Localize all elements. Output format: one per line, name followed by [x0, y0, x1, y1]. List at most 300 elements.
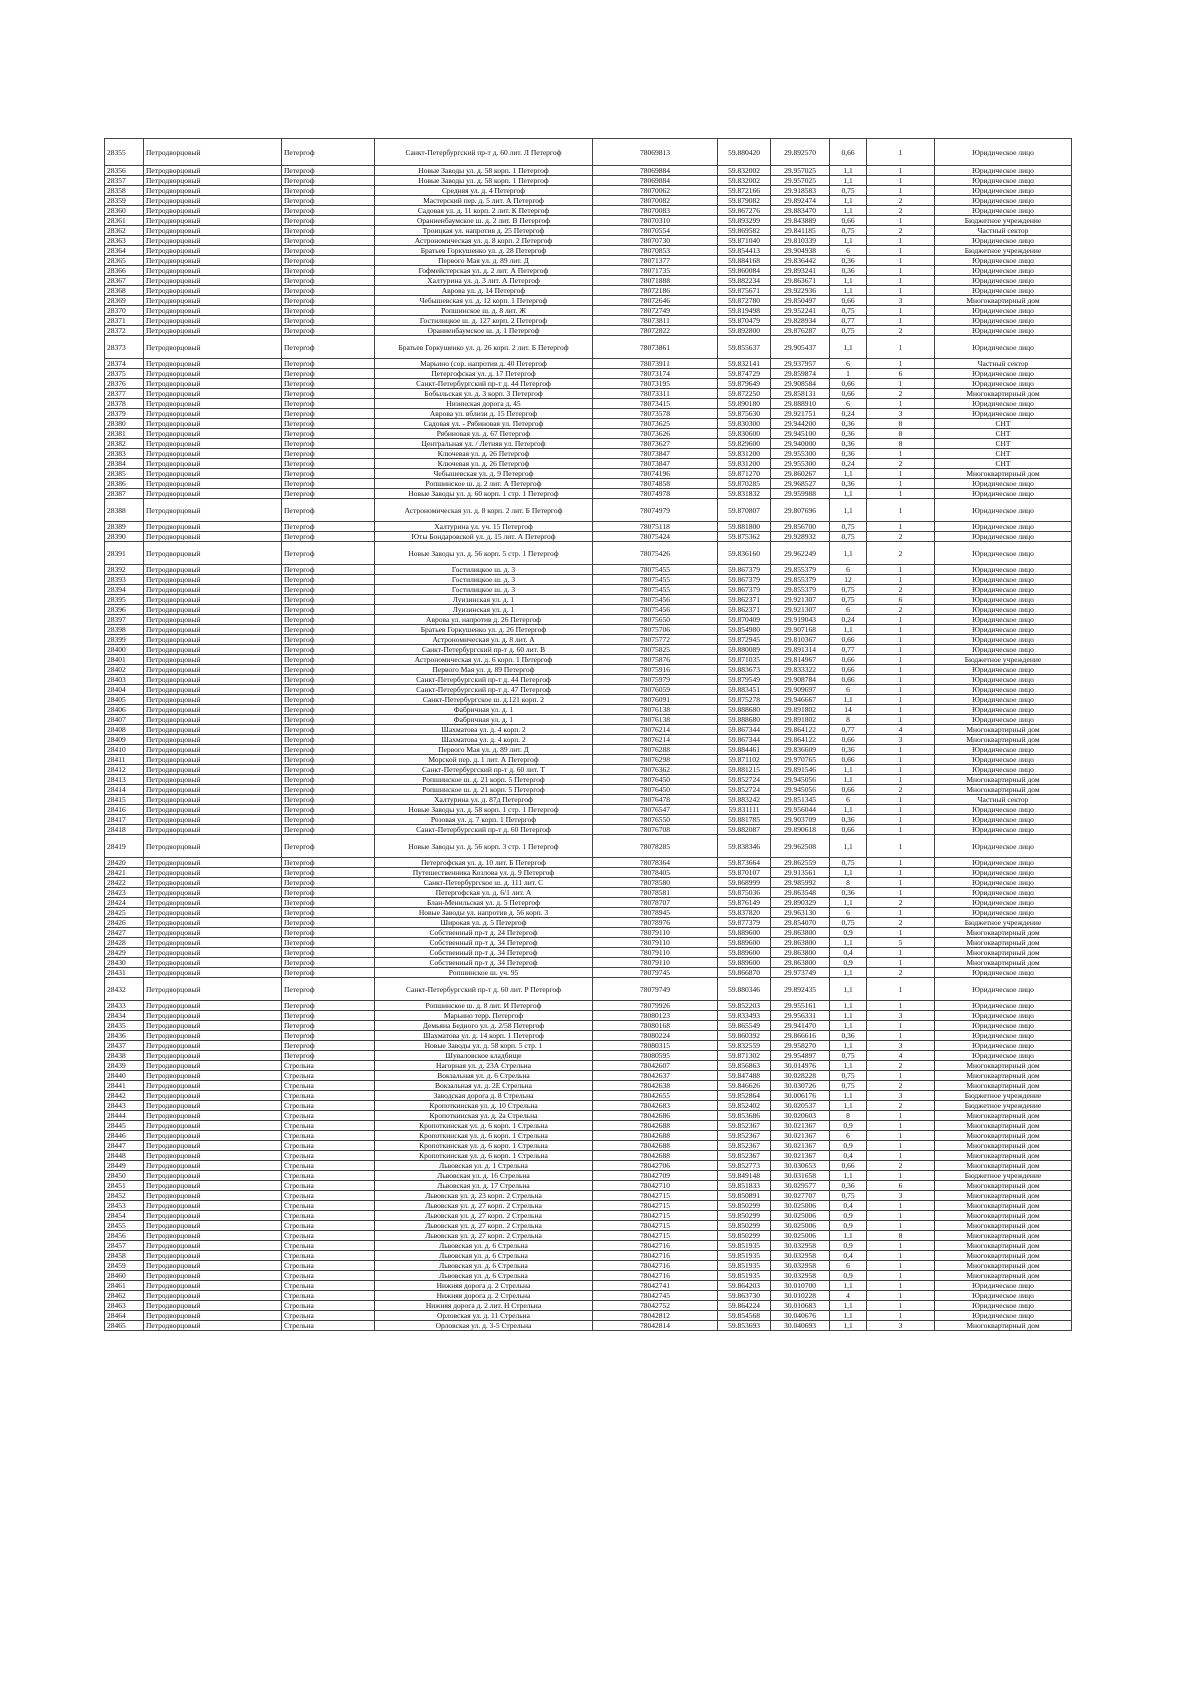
owner-type-cell: Юридическое лицо — [935, 825, 1072, 835]
latitude-cell: 59.850299 — [718, 1211, 771, 1221]
locality-cell: Петергоф — [282, 256, 375, 266]
row-number: 28355 — [105, 139, 144, 166]
owner-type-cell: Юридическое лицо — [935, 645, 1072, 655]
latitude-cell: 59.833493 — [718, 1011, 771, 1021]
locality-cell: Петергоф — [282, 605, 375, 615]
object-code-cell: 78076091 — [593, 695, 718, 705]
owner-type-cell: Многоквартирный дом — [935, 725, 1072, 735]
longitude-cell: 30.014976 — [771, 1061, 830, 1071]
owner-type-cell: Юридическое лицо — [935, 1031, 1072, 1041]
object-code-cell: 78042715 — [593, 1221, 718, 1231]
owner-type-cell: Многоквартирный дом — [935, 1121, 1072, 1131]
count-cell: 2 — [867, 226, 935, 236]
district-cell: Петродворцовый — [144, 206, 282, 216]
owner-type-cell: Юридическое лицо — [935, 369, 1072, 379]
district-cell: Петродворцовый — [144, 878, 282, 888]
table-row — [105, 605, 1072, 615]
count-cell: 2 — [867, 785, 935, 795]
owner-type-cell: Многоквартирный дом — [935, 938, 1072, 948]
row-number: 28456 — [105, 1231, 144, 1241]
row-number: 28360 — [105, 206, 144, 216]
power-cell: 6 — [830, 1261, 867, 1271]
owner-type-cell: Юридическое лицо — [935, 908, 1072, 918]
count-cell: 2 — [867, 585, 935, 595]
locality-cell: Петергоф — [282, 785, 375, 795]
power-cell: 1,1 — [830, 286, 867, 296]
district-cell: Петродворцовый — [144, 379, 282, 389]
district-cell: Петродворцовый — [144, 605, 282, 615]
district-cell: Петродворцовый — [144, 1281, 282, 1291]
district-cell: Петродворцовый — [144, 958, 282, 968]
table-row — [105, 695, 1072, 705]
district-cell: Петродворцовый — [144, 675, 282, 685]
table-row — [105, 479, 1072, 489]
power-cell: 0,75 — [830, 306, 867, 316]
longitude-cell: 29.922936 — [771, 286, 830, 296]
address-cell: Садовая ул. - Рябиновая ул. Петергоф — [375, 419, 593, 429]
latitude-cell: 59.849148 — [718, 1171, 771, 1181]
table-row — [105, 449, 1072, 459]
locality-cell: Петергоф — [282, 835, 375, 858]
row-number: 28440 — [105, 1071, 144, 1081]
locality-cell: Петергоф — [282, 795, 375, 805]
row-number: 28367 — [105, 276, 144, 286]
row-number: 28374 — [105, 359, 144, 369]
locality-cell: Петергоф — [282, 419, 375, 429]
count-cell: 6 — [867, 1181, 935, 1191]
object-code-cell: 78073311 — [593, 389, 718, 399]
district-cell: Петродворцовый — [144, 139, 282, 166]
row-number: 28455 — [105, 1221, 144, 1231]
count-cell: 1 — [867, 878, 935, 888]
owner-type-cell: Юридическое лицо — [935, 868, 1072, 878]
locality-cell: Петергоф — [282, 868, 375, 878]
longitude-cell: 29.860267 — [771, 469, 830, 479]
power-cell: 0,9 — [830, 1271, 867, 1281]
count-cell: 1 — [867, 306, 935, 316]
count-cell: 1 — [867, 858, 935, 868]
row-number: 28363 — [105, 236, 144, 246]
locality-cell: Петергоф — [282, 645, 375, 655]
owner-type-cell: Юридическое лицо — [935, 565, 1072, 575]
power-cell: 0,4 — [830, 1201, 867, 1211]
latitude-cell: 59.867379 — [718, 565, 771, 575]
table-row — [105, 306, 1072, 316]
locality-cell: Петергоф — [282, 359, 375, 369]
table-row — [105, 878, 1072, 888]
address-cell: Львовская ул. д. 27 корп. 2 Стрельна — [375, 1201, 593, 1211]
table-row — [105, 139, 1072, 166]
object-code-cell: 78079745 — [593, 968, 718, 978]
power-cell: 0,75 — [830, 1071, 867, 1081]
owner-type-cell: Бюджетное учреждение — [935, 1101, 1072, 1111]
table-row — [105, 176, 1072, 186]
district-cell: Петродворцовый — [144, 715, 282, 725]
locality-cell: Петергоф — [282, 815, 375, 825]
latitude-cell: 59.832002 — [718, 166, 771, 176]
count-cell: 1 — [867, 565, 935, 575]
district-cell: Петродворцовый — [144, 479, 282, 489]
longitude-cell: 29.955161 — [771, 1001, 830, 1011]
row-number: 28458 — [105, 1251, 144, 1261]
table-row — [105, 1221, 1072, 1231]
address-cell: Розовая ул. д. 7 корп. 1 Петергоф — [375, 815, 593, 825]
owner-type-cell: Юридическое лицо — [935, 542, 1072, 565]
longitude-cell: 30.021367 — [771, 1131, 830, 1141]
row-number: 28412 — [105, 765, 144, 775]
row-number: 28425 — [105, 908, 144, 918]
locality-cell: Петергоф — [282, 439, 375, 449]
address-cell: Санкт-Петербургский пр-т д. 47 Петергоф — [375, 685, 593, 695]
address-cell: Орловская ул. д. 3-5 Стрельна — [375, 1321, 593, 1331]
power-cell: 0,24 — [830, 459, 867, 469]
address-cell: Братьев Горкушенко ул. д. 28 Петергоф — [375, 246, 593, 256]
latitude-cell: 59.852864 — [718, 1091, 771, 1101]
latitude-cell: 59.882087 — [718, 825, 771, 835]
district-cell: Петродворцовый — [144, 176, 282, 186]
latitude-cell: 59.871270 — [718, 469, 771, 479]
longitude-cell: 29.985992 — [771, 878, 830, 888]
district-cell: Петродворцовый — [144, 948, 282, 958]
object-code-cell: 78072749 — [593, 306, 718, 316]
table-row — [105, 745, 1072, 755]
latitude-cell: 59.871102 — [718, 755, 771, 765]
table-row — [105, 459, 1072, 469]
table-row — [105, 1121, 1072, 1131]
row-number: 28431 — [105, 968, 144, 978]
latitude-cell: 59.889600 — [718, 948, 771, 958]
owner-type-cell: Юридическое лицо — [935, 1021, 1072, 1031]
row-number: 28445 — [105, 1121, 144, 1131]
power-cell: 0,66 — [830, 1161, 867, 1171]
address-cell: Аврова ул. напротив д. 26 Петергоф — [375, 615, 593, 625]
object-code-cell: 78076550 — [593, 815, 718, 825]
latitude-cell: 59.867276 — [718, 206, 771, 216]
table-row — [105, 316, 1072, 326]
count-cell: 1 — [867, 625, 935, 635]
latitude-cell: 59.851935 — [718, 1241, 771, 1251]
latitude-cell: 59.853693 — [718, 1321, 771, 1331]
object-code-cell: 78073861 — [593, 336, 718, 359]
address-cell: Шахматова ул. д. 14 корп. 1 Петергоф — [375, 1031, 593, 1041]
district-cell: Петродворцовый — [144, 1171, 282, 1181]
row-number: 28460 — [105, 1271, 144, 1281]
power-cell: 0,36 — [830, 449, 867, 459]
table-row — [105, 715, 1072, 725]
longitude-cell: 29.937957 — [771, 359, 830, 369]
object-code-cell: 78080168 — [593, 1021, 718, 1031]
district-cell: Петродворцовый — [144, 326, 282, 336]
row-number: 28358 — [105, 186, 144, 196]
locality-cell: Петергоф — [282, 306, 375, 316]
locality-cell: Петергоф — [282, 459, 375, 469]
row-number: 28427 — [105, 928, 144, 938]
table-row — [105, 918, 1072, 928]
locality-cell: Петергоф — [282, 565, 375, 575]
longitude-cell: 30.032958 — [771, 1251, 830, 1261]
longitude-cell: 30.020603 — [771, 1111, 830, 1121]
district-cell: Петродворцовый — [144, 1121, 282, 1131]
count-cell: 1 — [867, 186, 935, 196]
owner-type-cell: Юридическое лицо — [935, 765, 1072, 775]
locality-cell: Стрельна — [282, 1231, 375, 1241]
district-cell: Петродворцовый — [144, 522, 282, 532]
row-number: 28391 — [105, 542, 144, 565]
latitude-cell: 59.853686 — [718, 1111, 771, 1121]
table-row — [105, 499, 1072, 522]
latitude-cell: 59.830300 — [718, 419, 771, 429]
owner-type-cell: Многоквартирный дом — [935, 1271, 1072, 1281]
district-cell: Петродворцовый — [144, 489, 282, 499]
longitude-cell: 29.863671 — [771, 276, 830, 286]
address-cell: Морской пер. д. 1 лит. А Петергоф — [375, 755, 593, 765]
count-cell: 2 — [867, 1061, 935, 1071]
address-cell: Санкт-Петербургское ш. д. 111 лит. С — [375, 878, 593, 888]
power-cell: 1,1 — [830, 542, 867, 565]
object-code-cell: 78042741 — [593, 1281, 718, 1291]
table-row — [105, 1321, 1072, 1331]
object-code-cell: 78075424 — [593, 532, 718, 542]
address-cell: Ропшинское ш. д. 21 корп. 5 Петергоф — [375, 785, 593, 795]
table-row — [105, 522, 1072, 532]
latitude-cell: 59.866870 — [718, 968, 771, 978]
latitude-cell: 59.880346 — [718, 978, 771, 1001]
table-row — [105, 795, 1072, 805]
object-code-cell: 78080123 — [593, 1011, 718, 1021]
address-cell: Первого Мая ул. д. 89 Петергоф — [375, 665, 593, 675]
latitude-cell: 59.869582 — [718, 226, 771, 236]
district-cell: Петродворцовый — [144, 389, 282, 399]
object-code-cell: 78072822 — [593, 326, 718, 336]
address-cell: Первого Мая ул. д. 89 лит. Д — [375, 745, 593, 755]
power-cell: 0,66 — [830, 825, 867, 835]
owner-type-cell: Юридическое лицо — [935, 1001, 1072, 1011]
locality-cell: Стрельна — [282, 1281, 375, 1291]
row-number: 28378 — [105, 399, 144, 409]
address-cell: Гостилицкое ш. д. 3 — [375, 575, 593, 585]
locality-cell: Петергоф — [282, 139, 375, 166]
latitude-cell: 59.860392 — [718, 1031, 771, 1041]
owner-type-cell: Многоквартирный дом — [935, 469, 1072, 479]
table-row — [105, 815, 1072, 825]
address-cell: Львовская ул. д. 6 Стрельна — [375, 1261, 593, 1271]
owner-type-cell: Юридическое лицо — [935, 575, 1072, 585]
latitude-cell: 59.880420 — [718, 139, 771, 166]
table-row — [105, 1131, 1072, 1141]
table-row — [105, 399, 1072, 409]
count-cell: 1 — [867, 1301, 935, 1311]
locality-cell: Петергоф — [282, 532, 375, 542]
address-cell: Троицкая ул. напротив д. 25 Петергоф — [375, 226, 593, 236]
address-cell: Юты Бондаровской ул. д. 15 лит. А Петергоф — [375, 532, 593, 542]
longitude-cell: 30.031658 — [771, 1171, 830, 1181]
district-cell: Петродворцовый — [144, 1091, 282, 1101]
object-code-cell: 78076214 — [593, 725, 718, 735]
locality-cell: Петергоф — [282, 1031, 375, 1041]
power-cell: 12 — [830, 575, 867, 585]
longitude-cell: 29.946667 — [771, 695, 830, 705]
power-cell: 1,1 — [830, 1091, 867, 1101]
latitude-cell: 59.889600 — [718, 928, 771, 938]
count-cell: 1 — [867, 522, 935, 532]
district-cell: Петродворцовый — [144, 725, 282, 735]
count-cell: 3 — [867, 735, 935, 745]
district-cell: Петродворцовый — [144, 196, 282, 206]
longitude-cell: 29.944200 — [771, 419, 830, 429]
district-cell: Петродворцовый — [144, 775, 282, 785]
longitude-cell: 29.941470 — [771, 1021, 830, 1031]
district-cell: Петродворцовый — [144, 1311, 282, 1321]
table-row — [105, 725, 1072, 735]
district-cell: Петродворцовый — [144, 858, 282, 868]
object-code-cell: 78073847 — [593, 459, 718, 469]
locality-cell: Петергоф — [282, 735, 375, 745]
owner-type-cell: Юридическое лицо — [935, 715, 1072, 725]
count-cell: 1 — [867, 705, 935, 715]
object-code-cell: 78074979 — [593, 499, 718, 522]
row-number: 28403 — [105, 675, 144, 685]
count-cell: 1 — [867, 1151, 935, 1161]
locality-cell: Стрельна — [282, 1201, 375, 1211]
row-number: 28399 — [105, 635, 144, 645]
power-cell: 1,1 — [830, 695, 867, 705]
latitude-cell: 59.872250 — [718, 389, 771, 399]
table-row — [105, 685, 1072, 695]
table-row — [105, 326, 1072, 336]
owner-type-cell: Юридическое лицо — [935, 755, 1072, 765]
object-code-cell: 78080595 — [593, 1051, 718, 1061]
owner-type-cell: Юридическое лицо — [935, 835, 1072, 858]
owner-type-cell: Юридическое лицо — [935, 1281, 1072, 1291]
address-cell: Ропшинское ш. д. 8 лит. И Петергоф — [375, 1001, 593, 1011]
owner-type-cell: Юридическое лицо — [935, 1011, 1072, 1021]
latitude-cell: 59.876149 — [718, 898, 771, 908]
owner-type-cell: Юридическое лицо — [935, 635, 1072, 645]
locality-cell: Петергоф — [282, 522, 375, 532]
latitude-cell: 59.875036 — [718, 888, 771, 898]
latitude-cell: 59.872166 — [718, 186, 771, 196]
object-code-cell: 78042812 — [593, 1311, 718, 1321]
row-number: 28361 — [105, 216, 144, 226]
longitude-cell: 29.952241 — [771, 306, 830, 316]
owner-type-cell: Многоквартирный дом — [935, 1191, 1072, 1201]
owner-type-cell: Юридическое лицо — [935, 805, 1072, 815]
district-cell: Петродворцовый — [144, 815, 282, 825]
district-cell: Петродворцовый — [144, 1261, 282, 1271]
owner-type-cell: Юридическое лицо — [935, 705, 1072, 715]
address-cell: Кропоткинская ул. д. 6 корп. 1 Стрельна — [375, 1151, 593, 1161]
latitude-cell: 59.852773 — [718, 1161, 771, 1171]
longitude-cell: 29.940000 — [771, 439, 830, 449]
count-cell: 1 — [867, 835, 935, 858]
latitude-cell: 59.860084 — [718, 266, 771, 276]
count-cell: 1 — [867, 675, 935, 685]
longitude-cell: 30.040676 — [771, 1311, 830, 1321]
row-number: 28454 — [105, 1211, 144, 1221]
address-cell: Аврова ул. д. 14 Петергоф — [375, 286, 593, 296]
longitude-cell: 29.854070 — [771, 918, 830, 928]
district-cell: Петродворцовый — [144, 918, 282, 928]
owner-type-cell: Юридическое лицо — [935, 1051, 1072, 1061]
district-cell: Петродворцовый — [144, 316, 282, 326]
count-cell: 1 — [867, 216, 935, 226]
owner-type-cell: Многоквартирный дом — [935, 1221, 1072, 1231]
latitude-cell: 59.831200 — [718, 449, 771, 459]
address-cell: Бобыльская ул. д. 3 корп. 3 Петергоф — [375, 389, 593, 399]
owner-type-cell: Юридическое лицо — [935, 256, 1072, 266]
district-cell: Петродворцовый — [144, 928, 282, 938]
table-row — [105, 226, 1072, 236]
count-cell: 1 — [867, 695, 935, 705]
latitude-cell: 59.871302 — [718, 1051, 771, 1061]
address-cell: Шуваловское кладбище — [375, 1051, 593, 1061]
row-number: 28408 — [105, 725, 144, 735]
locality-cell: Петергоф — [282, 1001, 375, 1011]
latitude-cell: 59.883242 — [718, 795, 771, 805]
power-cell: 1,1 — [830, 625, 867, 635]
row-number: 28411 — [105, 755, 144, 765]
table-row — [105, 585, 1072, 595]
longitude-cell: 29.890329 — [771, 898, 830, 908]
latitude-cell: 59.862371 — [718, 595, 771, 605]
count-cell: 4 — [867, 1051, 935, 1061]
row-number: 28415 — [105, 795, 144, 805]
power-cell: 1,1 — [830, 166, 867, 176]
address-cell: Гостилицкое ш. д. 127 корп. 2 Петергоф — [375, 316, 593, 326]
count-cell: 1 — [867, 645, 935, 655]
latitude-cell: 59.872780 — [718, 296, 771, 306]
locality-cell: Петергоф — [282, 449, 375, 459]
owner-type-cell: Юридическое лицо — [935, 675, 1072, 685]
row-number: 28453 — [105, 1201, 144, 1211]
owner-type-cell: Юридическое лицо — [935, 266, 1072, 276]
row-number: 28423 — [105, 888, 144, 898]
object-code-cell: 78075916 — [593, 665, 718, 675]
table-row — [105, 469, 1072, 479]
table-row — [105, 429, 1072, 439]
latitude-cell: 59.879649 — [718, 379, 771, 389]
object-code-cell: 78070082 — [593, 196, 718, 206]
longitude-cell: 30.020537 — [771, 1101, 830, 1111]
power-cell: 0,36 — [830, 815, 867, 825]
latitude-cell: 59.864224 — [718, 1301, 771, 1311]
object-code-cell: 78073911 — [593, 359, 718, 369]
locality-cell: Петергоф — [282, 276, 375, 286]
district-cell: Петродворцовый — [144, 705, 282, 715]
locality-cell: Петергоф — [282, 369, 375, 379]
count-cell: 8 — [867, 429, 935, 439]
latitude-cell: 59.882234 — [718, 276, 771, 286]
district-cell: Петродворцовый — [144, 785, 282, 795]
owner-type-cell: Юридическое лицо — [935, 615, 1072, 625]
power-cell: 0,66 — [830, 296, 867, 306]
latitude-cell: 59.870479 — [718, 316, 771, 326]
power-cell: 1,1 — [830, 276, 867, 286]
power-cell: 0,75 — [830, 522, 867, 532]
row-number: 28421 — [105, 868, 144, 878]
row-number: 28368 — [105, 286, 144, 296]
longitude-cell: 30.025006 — [771, 1231, 830, 1241]
longitude-cell: 30.040693 — [771, 1321, 830, 1331]
row-number: 28436 — [105, 1031, 144, 1041]
locality-cell: Стрельна — [282, 1191, 375, 1201]
address-cell: Путешественника Козлова ул. д. 9 Петергоф — [375, 868, 593, 878]
latitude-cell: 59.884168 — [718, 256, 771, 266]
row-number: 28439 — [105, 1061, 144, 1071]
latitude-cell: 59.852367 — [718, 1131, 771, 1141]
power-cell: 0,75 — [830, 326, 867, 336]
table-row — [105, 256, 1072, 266]
